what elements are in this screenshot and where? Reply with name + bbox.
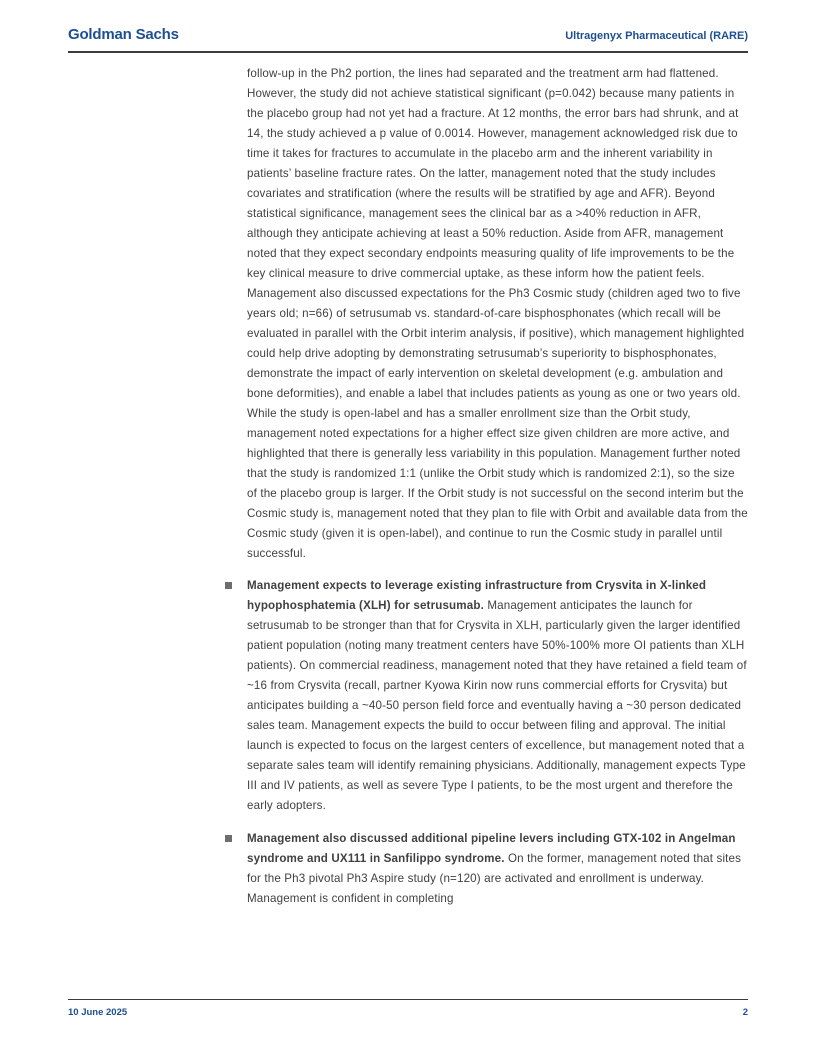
bullet-item-pipeline-levers — [247, 829, 748, 909]
page-number: 2 — [742, 1007, 748, 1018]
square-bullet-icon — [225, 582, 232, 589]
bullet-item-crysvita-infrastructure — [247, 576, 748, 816]
bullet-body-text: On the former, management noted that sites for the Ph3 pivotal Ph3 Aspire study (n=120) are activated and enrollment is underway. Management is confident in completing — [247, 852, 742, 905]
footer-divider — [68, 999, 748, 1000]
publication-date: 10 June 2025 — [68, 1007, 128, 1018]
bullet-bold-lead: Management also discussed additional pipeline levers including GTX-102 in Angelman syndrome and UX111 in Sanfilippo syndrome. — [247, 832, 736, 865]
report-title: Ultragenyx Pharmaceutical (RARE) — [565, 30, 748, 42]
body-content — [247, 64, 748, 922]
brand-logo-text: Goldman Sachs — [68, 26, 179, 43]
bullet-list — [247, 576, 748, 909]
header-divider — [68, 51, 748, 53]
continuation-paragraph: follow-up in the Ph2 portion, the lines had separated and the treatment arm had flattened. However, the study did not achieve statistical significant (p=0.042) because many patients in the placebo group had not yet had a fracture. At 12 months, the error bars had shrunk, and at 14, the study achieved a p value of 0.0014. However, management acknowledged risk due to time it takes for fractures to accumulate in the placebo arm and the inherent variability in patients’ baseline fracture rates. On the latter, management noted that the study includes covariates and stratification (where the results will be stratified by age and AFR). Beyond statistical significance, management sees the clinical bar as a >40% reduction in AFR, although they anticipate achieving at least a 50% reduction. Aside from AFR, management noted that they expect secondary endpoints measuring quality of life improvements to be the key clinical measure to drive commercial uptake, as these inform how the patient feels. Management also discussed expectations for the Ph3 Cosmic study (children aged two to five years old; n=66) of setrusumab vs. standard-of-care bisphosphonates (which recall will be evaluated in parallel with the Orbit interim analysis, if positive), which management highlighted could help drive adopting by demonstrating setrusumab’s superiority to bisphosphonates, demonstrate the impact of early intervention on skeletal development (e.g. ambulation and bone deformities), and enable a label that includes patients as young as one or two years old. While the study is open-label and has a smaller enrollment size than the Orbit study, management noted expectations for a higher effect size given children are more active, and highlighted that there is generally less variability in this population. Management further noted that the study is randomized 1:1 (unlike the Orbit study which is randomized 2:1), so the size of the placebo group is larger. If the Orbit study is not successful on the second interim but the Cosmic study is, management noted that they plan to file with Orbit and available data from the Cosmic study (given it is open-label), and continue to run the Cosmic study in parallel until successful. — [247, 67, 748, 560]
bullet-bold-lead: Management expects to leverage existing infrastructure from Crysvita in X-linked hypophosphatemia (XLH) for setrusumab. — [247, 579, 707, 612]
page-header — [68, 26, 748, 43]
page-footer — [68, 1007, 748, 1018]
square-bullet-icon — [225, 835, 232, 842]
bullet-body-text: Management anticipates the launch for setrusumab to be stronger than that for Crysvita in XLH, particularly given the larger identified patient population (noting many treatment centers have 50%-100% more OI patients than XLH patients). On commercial readiness, management noted that they have retained a field team of ~16 from Crysvita (recall, partner Kyowa Kirin now runs commercial efforts for Crysvita) but anticipates building a ~40-50 person field force and eventually having a ~30 person dedicated sales team. Management expects the build to occur between filing and approval. The initial launch is expected to focus on the largest centers of excellence, but management noted that a separate sales team will identify remaining physicians. Additionally, management expects Type III and IV patients, as well as severe Type I patients, to be the most urgent and therefore the early adopters. — [247, 599, 747, 812]
